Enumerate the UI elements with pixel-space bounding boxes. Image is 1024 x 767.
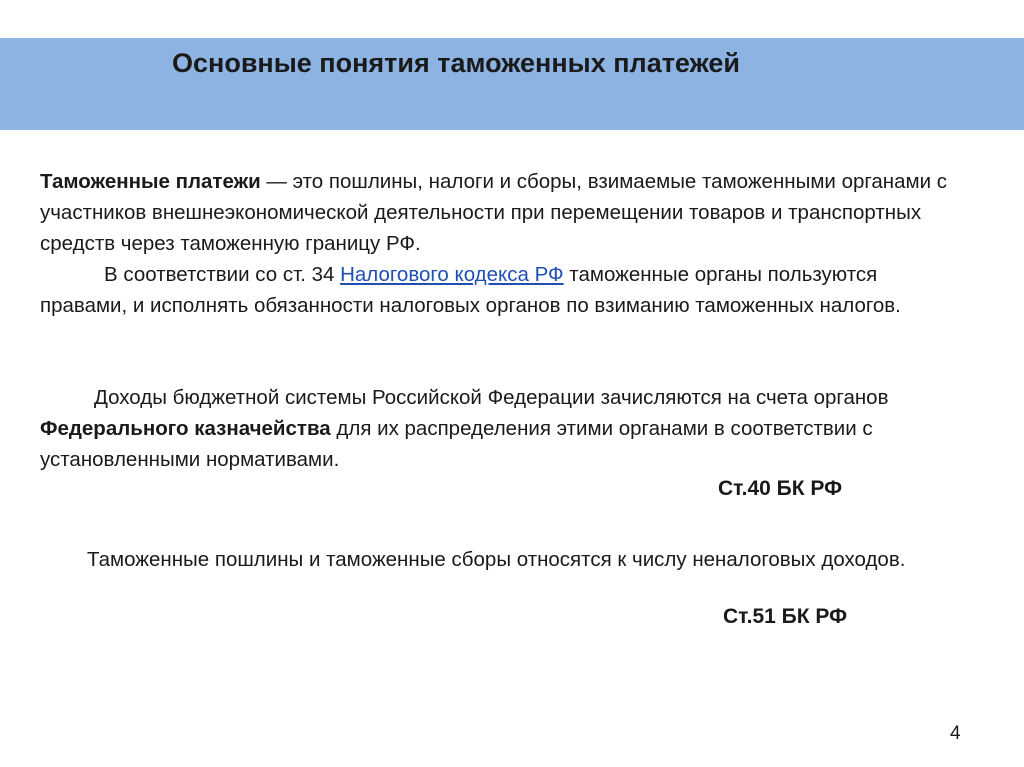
term-customs-payments: Таможенные платежи <box>40 170 261 193</box>
paragraph-budget-income <box>40 382 970 475</box>
reference-art51: Ст.51 БК РФ <box>723 605 848 628</box>
paragraph-tax-code <box>40 259 970 321</box>
page-number: 4 <box>950 723 961 744</box>
slide-title: Основные понятия таможенных платежей <box>172 48 740 78</box>
paragraph2-rest: таможенные органы пользуются правами, и исполнять обязанности налоговых органов по взиманию таможенных налогов. <box>40 263 901 317</box>
paragraph3-rest: для их распределения этими органами в соответствии с установленными нормативами. <box>40 417 873 471</box>
reference-art40: Ст.40 БК РФ <box>718 477 843 500</box>
paragraph-customs-payments <box>40 166 970 259</box>
paragraph-non-tax-income <box>55 544 985 575</box>
tax-code-link[interactable]: Налогового кодекса РФ <box>340 263 564 286</box>
paragraph3-lead: Доходы бюджетной системы Российской Федерации зачисляются на счета органов <box>94 386 889 409</box>
paragraph4-text: Таможенные пошлины и таможенные сборы относятся к числу неналоговых доходов. <box>87 548 906 571</box>
paragraph2-lead: В соответствии со ст. 34 <box>104 263 341 286</box>
definition-text: — это пошлины, налоги и сборы, взимаемые таможенными органами с участников внешнеэкономической деятельности при перемещении товаров и транспортных средств через таможенную границу РФ. <box>40 170 948 255</box>
federal-treasury-term: Федерального казначейства <box>40 417 331 440</box>
